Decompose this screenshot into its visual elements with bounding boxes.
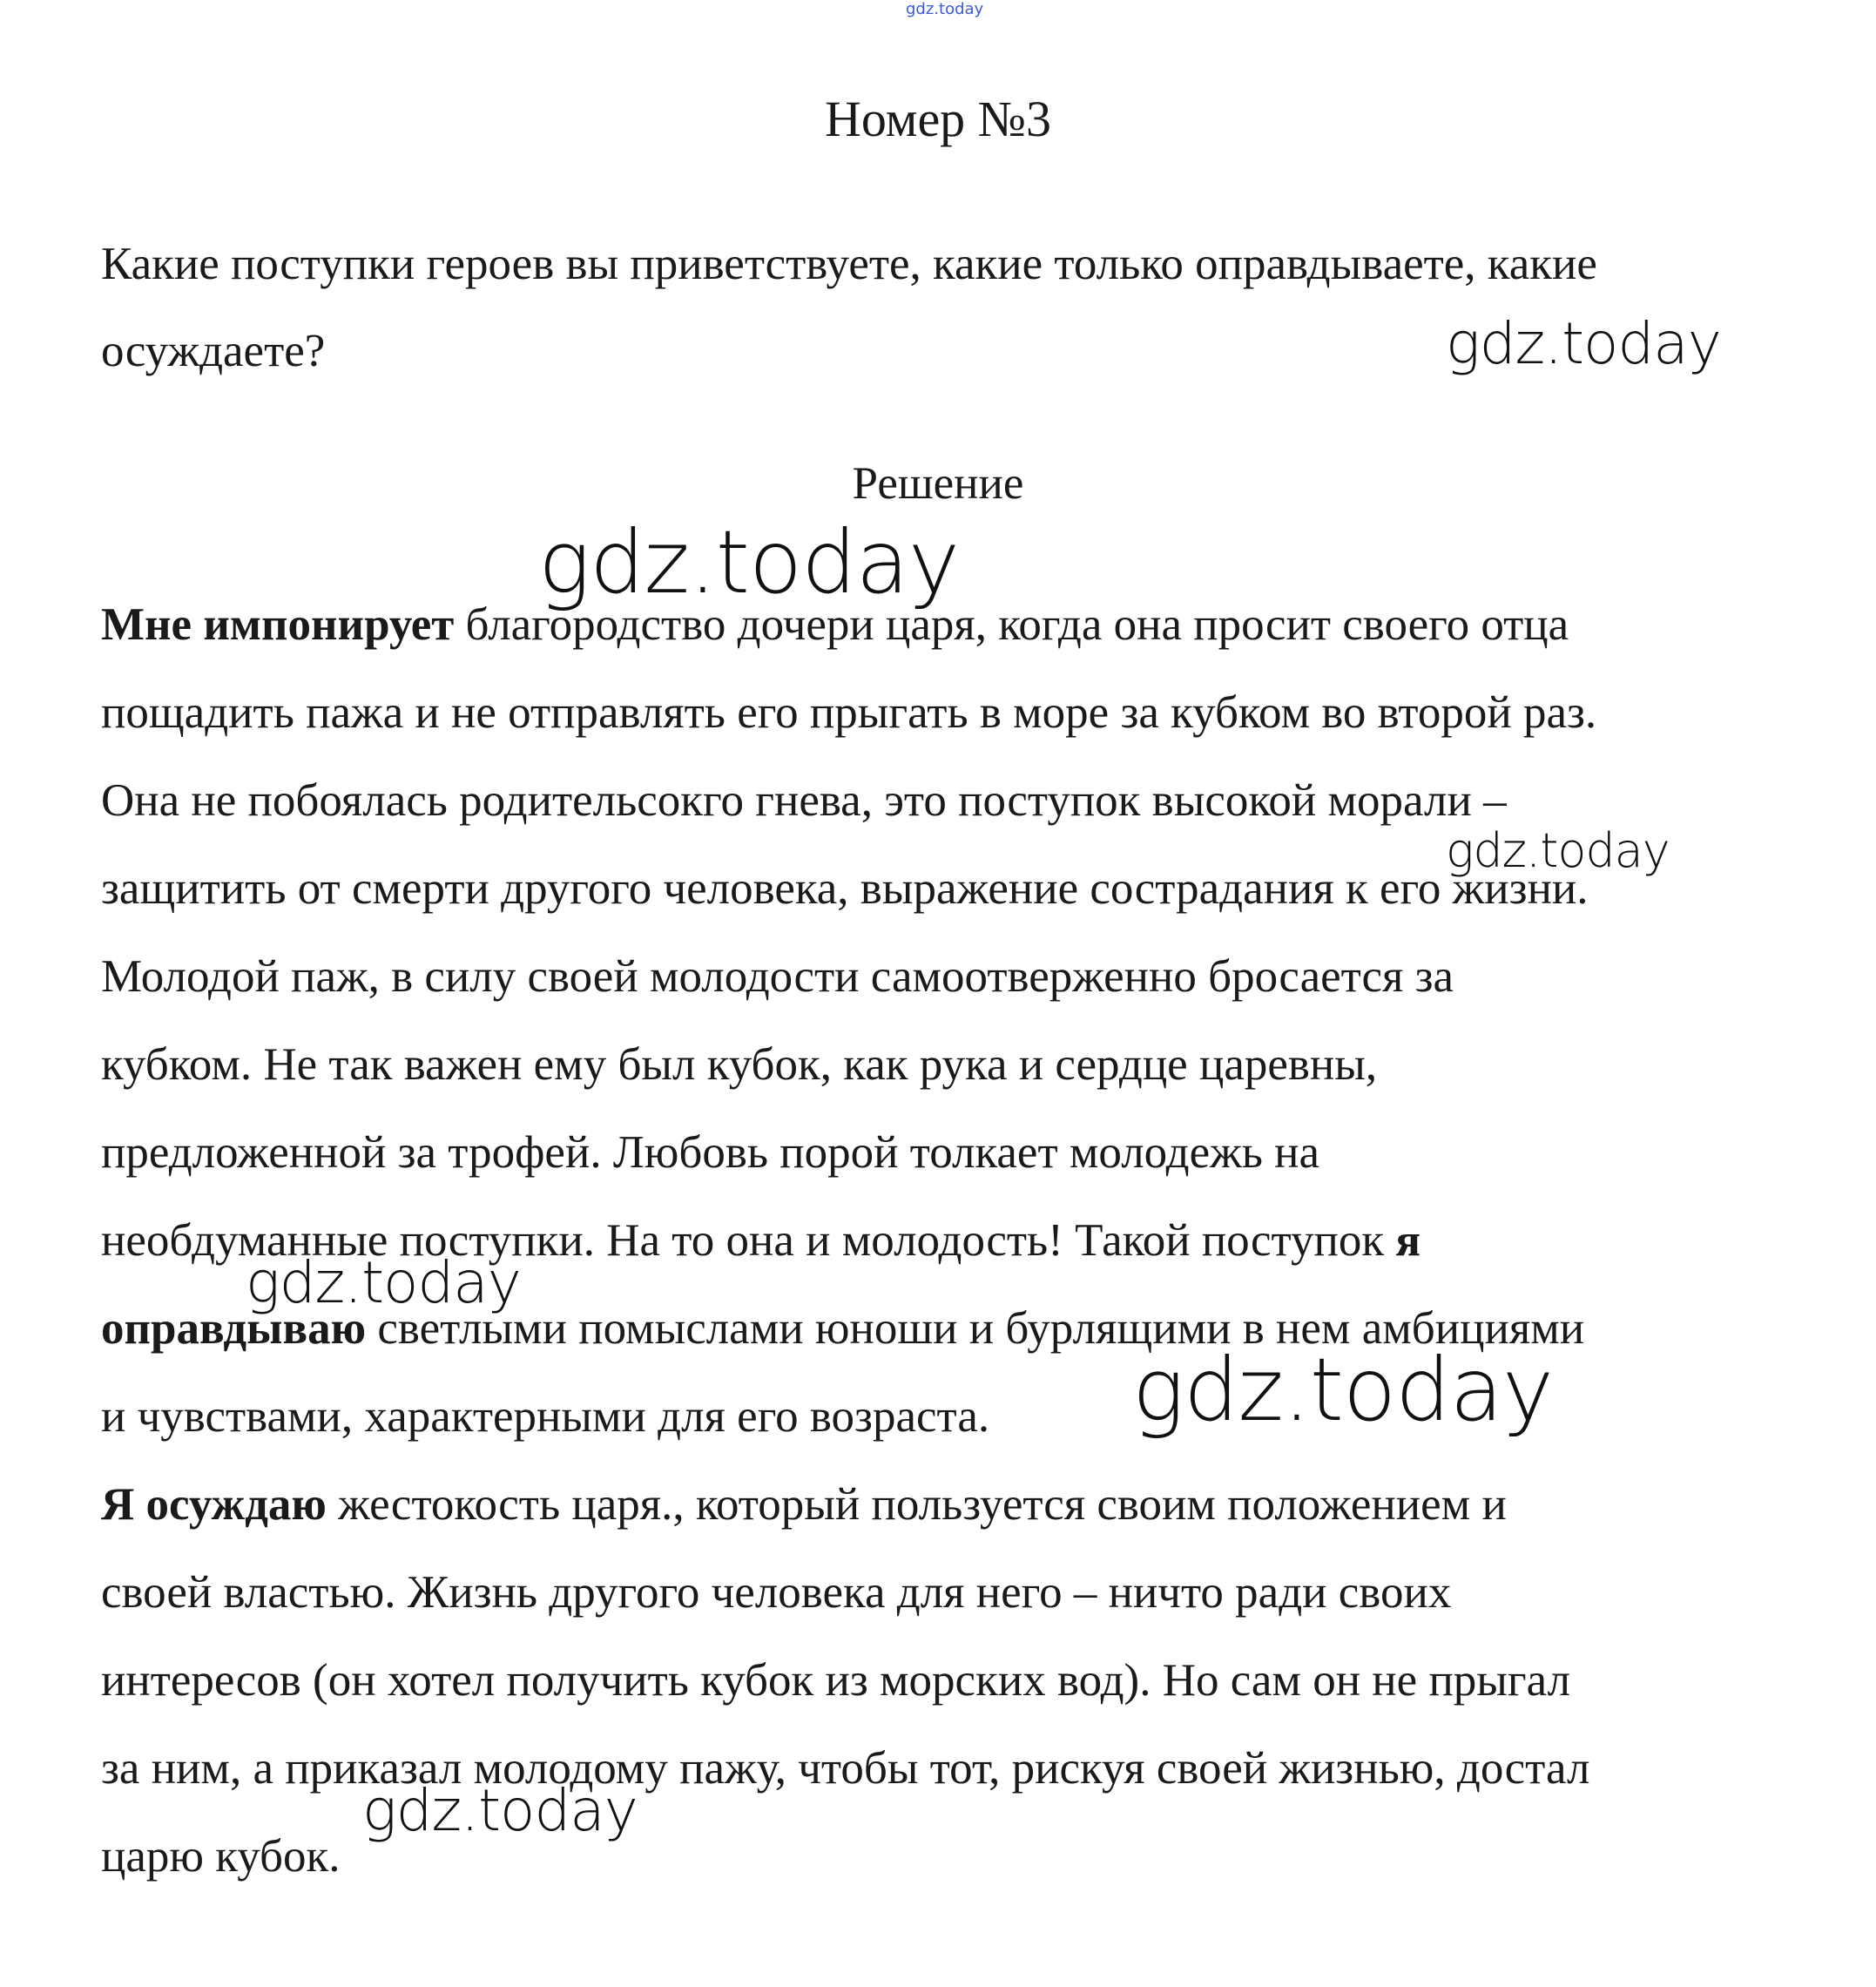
bold-phrase: Мне импонирует [101, 599, 455, 650]
site-mark: gdz.today [906, 0, 984, 18]
answer-line: пощадить пажа и не отправлять его прыгать в море за кубком во второй раз. [101, 687, 1597, 738]
answer-line: своей властью. Жизнь другого человека для него – ничто ради своих [101, 1567, 1452, 1618]
answer-line: Мне импонирует благородство дочери царя, когда она просит своего отца [101, 599, 1569, 650]
answer-line: кубком. Не так важен ему был кубок, как рука и сердце царевны, [101, 1039, 1378, 1090]
answer-line: Я осуждаю жестокость царя., который пользуется своим положением и [101, 1479, 1507, 1530]
bold-phrase: Я осуждаю [101, 1479, 327, 1530]
bold-phrase: я [1395, 1215, 1421, 1266]
question-line: осуждаете? [101, 326, 326, 376]
watermark: gdz.today [1132, 1339, 1554, 1441]
answer-line: предложенной за трофей. Любовь порой толкает молодежь на [101, 1127, 1320, 1178]
answer-line: Молодой паж, в силу своей молодости самоотверженно бросается за [101, 951, 1454, 1002]
answer-line: царю кубок. [101, 1831, 341, 1882]
question-line: Какие поступки героев вы приветствуете, какие только оправдываете, какие [101, 239, 1597, 289]
answer-line: защитить от смерти другого человека, выражение сострадания к его жизни. [101, 863, 1589, 914]
bold-phrase: оправдываю [101, 1303, 367, 1354]
answer-line: за ним, а приказал молодому пажу, чтобы тот, рискуя своей жизнью, достал [101, 1743, 1590, 1794]
solution-text [101, 581, 1834, 1901]
answer-line: необдуманные поступки. На то она и молодость! Такой поступок я [101, 1215, 1421, 1266]
solution-heading: Решение [852, 458, 1024, 509]
page-title: Номер №3 [824, 91, 1052, 147]
answer-line: оправдываю светлыми помыслами юноши и бурлящими в нем амбициями [101, 1303, 1585, 1354]
watermark: gdz.today [1446, 823, 1670, 878]
answer-line: и чувствами, характерными для его возраста. [101, 1391, 990, 1442]
answer-line: интересов (он хотел получить кубок из морских вод). Но сам он не прыгал [101, 1655, 1571, 1706]
watermark: gdz.today [538, 511, 960, 613]
watermark: gdz.today [1446, 310, 1721, 377]
answer-line: Она не побоялась родительсокго гнева, это поступок высокой морали – [101, 775, 1507, 826]
watermark: gdz.today [362, 1777, 638, 1844]
watermark: gdz.today [246, 1249, 521, 1316]
